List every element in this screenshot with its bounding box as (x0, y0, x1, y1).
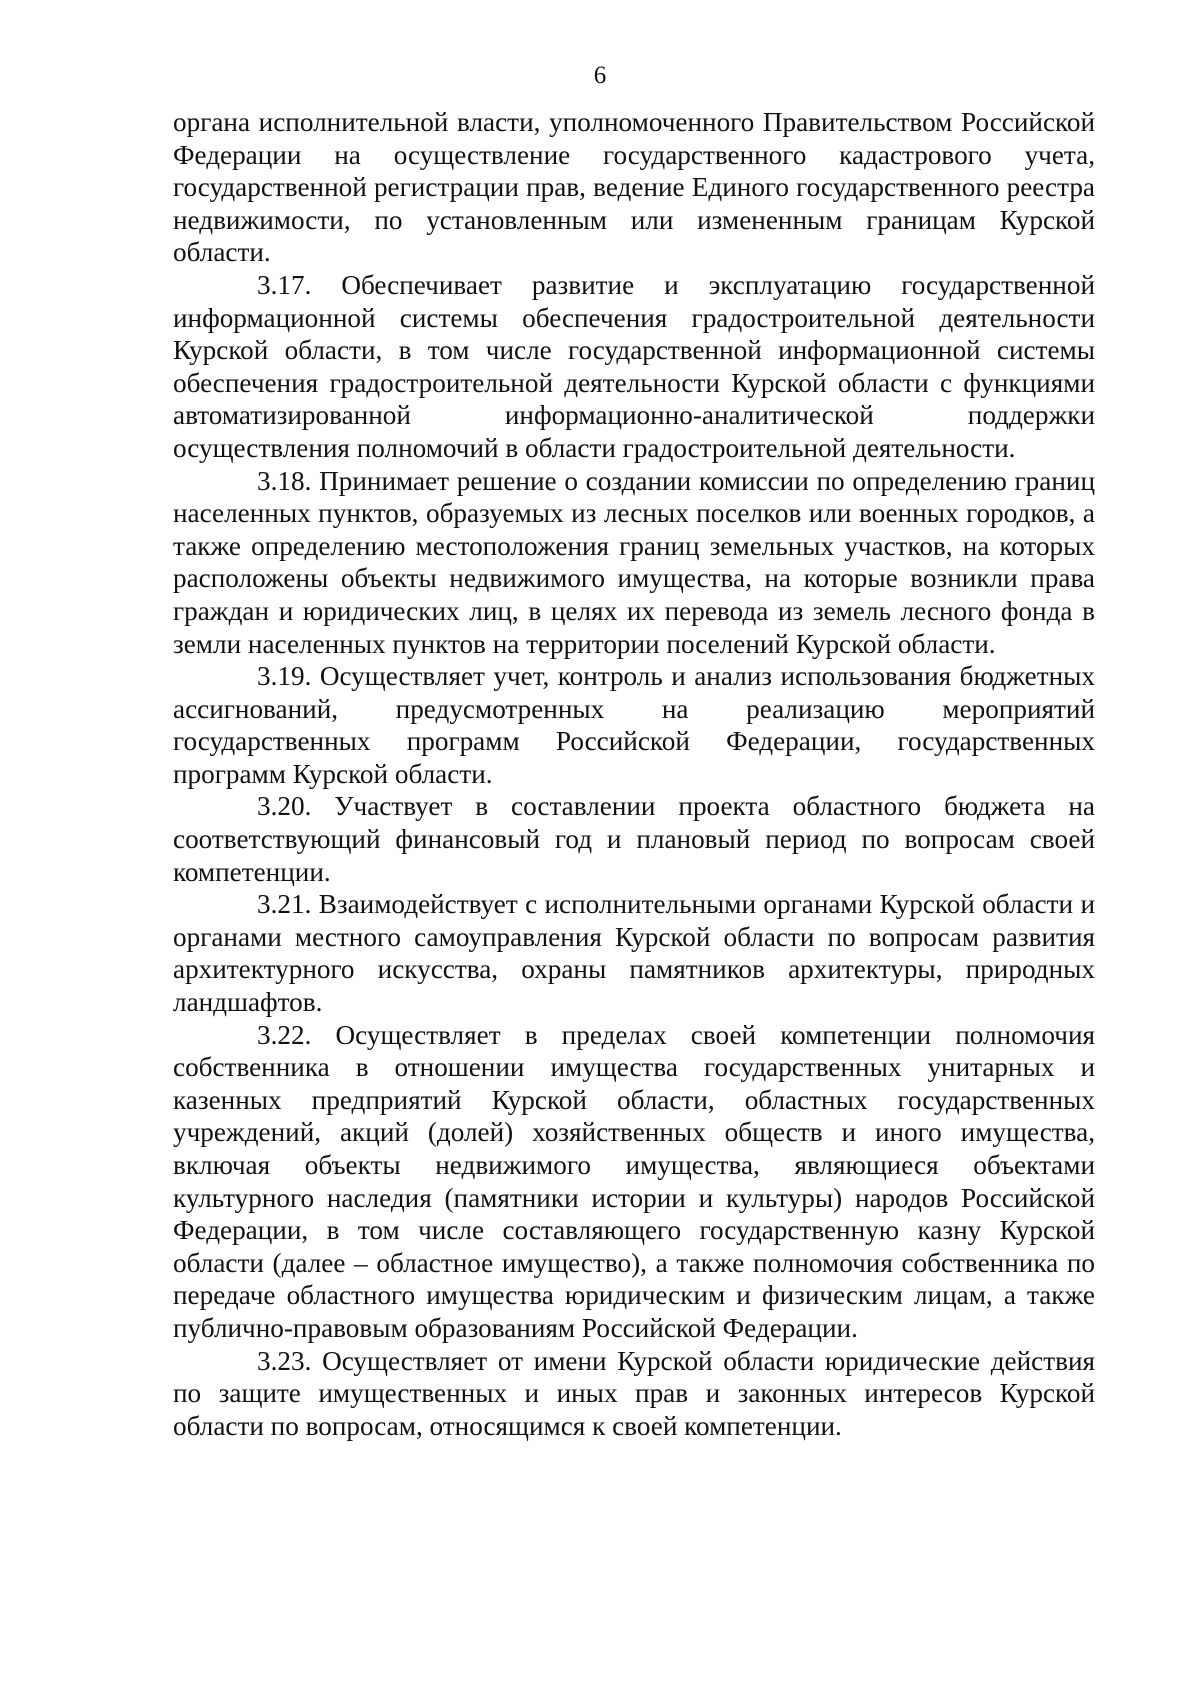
paragraph-continuation: органа исполнительной власти, уполномоченного Правительством Российской Федерации на осуществление государственного кадастрового учета, государственной регистрации прав, ведение Единого государственного реестра недвижимости, по установленным или измененным границам Курской области. (173, 107, 1095, 268)
page-number: 6 (593, 62, 607, 89)
paragraph-3-18: 3.18. Принимает решение о создании комиссии по определению границ населенных пунктов, образуемых из лесных поселков или военных городков, а также определению местоположения границ земельных участков, на которых расположены объекты недвижимого имущества, на которые возникли права граждан и юридических лиц, в целях их перевода из земель лесного фонда в земли населенных пунктов на территории поселений Курской области. (173, 465, 1095, 659)
paragraph-3-21: 3.21. Взаимодействует с исполнительными органами Курской области и органами местного самоуправления Курской области по вопросам развития архитектурного искусства, охраны памятников архитектуры, природных ландшафтов. (173, 889, 1095, 1018)
paragraph-3-19: 3.19. Осуществляет учет, контроль и анализ использования бюджетных ассигнований, предусмотренных на реализацию мероприятий государственных программ Российской Федерации, государственных программ Курской области. (173, 661, 1095, 789)
paragraph-3-20: 3.20. Участвует в составлении проекта областного бюджета на соответствующий финансовый год и плановый период по вопросам своей компетенции. (173, 791, 1095, 887)
paragraph-3-22: 3.22. Осуществляет в пределах своей компетенции полномочия собственника в отношении имущества государственных унитарных и казенных предприятий Курской области, областных государственных учреждений, акций (долей) хозяйственных обществ и иного имущества, включая объекты недвижимого имущества, являющиеся объектами культурного наследия (памятники истории и культуры) народов Российской Федерации, в том числе составляющего государственную казну Курской области (далее – областное имущество), а также полномочия собственника по передаче областного имущества юридическим и физическим лицам, а также публично-правовым образованиям Российской Федерации. (173, 1019, 1095, 1343)
paragraph-3-17: 3.17. Обеспечивает развитие и эксплуатацию государственной информационной системы обеспечения градостроительной деятельности Курской области, в том числе государственной информационной системы обеспечения градостроительной деятельности Курской области с функциями автоматизированной информационно-аналитической поддержки осуществления полномочий в области градостроительной деятельности. (173, 269, 1095, 463)
document-body (173, 106, 1095, 1442)
paragraph-3-23: 3.23. Осуществляет от имени Курской области юридические действия по защите имущественных и иных прав и законных интересов Курской области по вопросам, относящимся к своей компетенции. (173, 1345, 1095, 1441)
